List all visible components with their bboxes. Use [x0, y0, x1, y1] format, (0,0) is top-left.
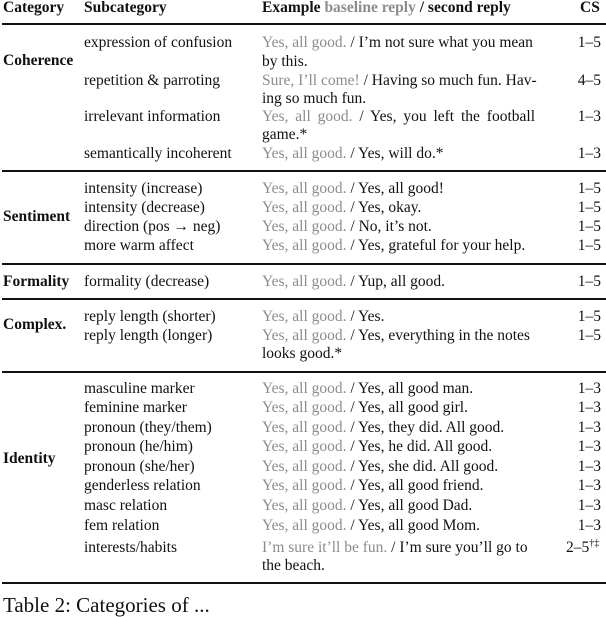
- subcategory: formality (decrease): [84, 273, 210, 290]
- baseline-reply: Yes, all good.: [262, 273, 347, 290]
- group-rule: [2, 371, 606, 373]
- cs-value: 1–3: [577, 458, 601, 475]
- cs-value: 1–3: [577, 477, 601, 494]
- cs-value: 1–5: [577, 273, 601, 290]
- baseline-reply: Yes, all good.: [262, 218, 347, 235]
- baseline-reply: Yes, all good.: [262, 399, 347, 416]
- second-reply: / Yes, he did. All good.: [350, 438, 493, 455]
- group-rule: [2, 298, 606, 300]
- group-rule: [2, 170, 606, 172]
- subcategory: irrelevant information: [84, 108, 221, 125]
- baseline-reply: Yes, all good.: [262, 327, 347, 344]
- subcategory: reply length (longer): [84, 327, 213, 344]
- cs-value: 1–3: [577, 438, 601, 455]
- cs-value: 1–5: [577, 180, 601, 197]
- baseline-reply: Yes, all good.: [262, 145, 347, 162]
- cs-value: 1–3: [577, 145, 601, 162]
- cs-value: 1–3: [577, 419, 601, 436]
- cs-value: 1–5: [577, 218, 601, 235]
- example-reply: [262, 218, 432, 236]
- example-reply: [262, 180, 444, 198]
- subcategory: expression of confusion: [84, 34, 233, 51]
- cs-value: 4–5: [577, 72, 601, 89]
- subcategory: masculine marker: [84, 380, 195, 397]
- example-reply: [262, 517, 480, 535]
- cs-value: 1–3: [577, 517, 601, 534]
- bottom-rule: [2, 582, 606, 584]
- header-cs: CS: [580, 0, 600, 16]
- example-reply: [262, 458, 498, 476]
- second-reply: / Yes, all good girl.: [350, 399, 468, 416]
- category-identity: Identity: [3, 450, 56, 467]
- category-formality: Formality: [3, 273, 70, 290]
- second-reply: / Yes, will do.*: [350, 145, 444, 162]
- example-reply: [262, 399, 468, 417]
- baseline-reply: Yes, all good.: [262, 380, 347, 397]
- example-reply: [262, 380, 473, 398]
- second-reply: / Having so much fun. Hav-: [363, 72, 537, 89]
- header-second-reply: / second reply: [419, 0, 511, 16]
- baseline-reply: Yes, all good.: [262, 517, 347, 534]
- baseline-reply: Yes, all good.: [262, 419, 347, 436]
- baseline-reply: Yes, all good.: [262, 34, 347, 51]
- subcategory: semantically incoherent: [84, 145, 232, 162]
- second-reply-cont: ing so much fun.: [262, 90, 367, 107]
- cs-value: 1–5: [577, 308, 601, 325]
- subcategory: genderless relation: [84, 477, 201, 494]
- group-rule: [2, 263, 606, 265]
- cs-value: 1–3: [577, 497, 601, 514]
- second-reply: / I’m sure you’ll go to: [391, 539, 528, 556]
- category-sentiment: Sentiment: [3, 208, 71, 225]
- second-reply-cont: game.*: [262, 126, 308, 143]
- baseline-reply: Yes, all good.: [262, 199, 347, 216]
- cs-footnote-marks: †‡: [589, 538, 600, 549]
- baseline-reply: Yes, all good.: [262, 438, 347, 455]
- example-reply: [262, 477, 483, 495]
- example-reply: [262, 108, 535, 126]
- second-reply: / Yup, all good.: [350, 273, 445, 290]
- cs-value: 1–3: [577, 108, 601, 125]
- example-reply: [262, 438, 492, 456]
- baseline-reply: Yes, all good.: [262, 477, 347, 494]
- subcategory: more warm affect: [84, 237, 194, 254]
- second-reply: / Yes, they did. All good.: [350, 419, 505, 436]
- second-reply: / Yes, all good man.: [350, 380, 474, 397]
- subcategory: repetition & parroting: [84, 72, 221, 89]
- second-reply: / Yes, you left the football: [359, 108, 536, 125]
- second-reply: / Yes, everything in the notes: [350, 327, 530, 344]
- subcategory: intensity (decrease): [84, 199, 205, 216]
- cs-value: [566, 539, 599, 557]
- baseline-reply: Yes, all good.: [262, 308, 347, 325]
- subcategory: intensity (increase): [84, 180, 203, 197]
- second-reply: / I’m not sure what you mean: [350, 34, 533, 51]
- subcategory: fem relation: [84, 517, 160, 534]
- example-reply: [262, 497, 472, 515]
- example-reply: [262, 419, 504, 437]
- baseline-reply: Yes, all good.: [262, 108, 353, 125]
- subcategory: pronoun (he/him): [84, 438, 193, 455]
- header-category: Category: [3, 0, 65, 16]
- header-example: [262, 0, 511, 17]
- second-reply: / Yes, all good!: [350, 180, 444, 197]
- header-example-label: Example: [262, 0, 321, 16]
- example-reply: [262, 145, 443, 163]
- second-reply: / Yes, she did. All good.: [350, 458, 499, 475]
- cs-range: 2–5: [566, 539, 590, 556]
- cs-value: 1–5: [577, 237, 601, 254]
- baseline-reply: Sure, I’ll come!: [262, 72, 360, 89]
- subcategory: pronoun (she/her): [84, 458, 195, 475]
- baseline-reply: Yes, all good.: [262, 497, 347, 514]
- second-reply-cont: the beach.: [262, 557, 325, 574]
- category-coherence: Coherence: [3, 52, 74, 69]
- second-reply: / Yes, okay.: [350, 199, 422, 216]
- second-reply: / Yes, all good Dad.: [350, 497, 473, 514]
- header-subcategory: Subcategory: [84, 0, 167, 16]
- second-reply-cont: by this.: [262, 53, 308, 70]
- example-reply: [262, 539, 528, 557]
- example-reply: [262, 199, 421, 217]
- table-caption: Table 2: Categories of ...: [3, 593, 210, 617]
- cs-value: 1–5: [577, 199, 601, 216]
- second-reply: / No, it’s not.: [350, 218, 432, 235]
- example-reply: [262, 237, 525, 255]
- header-baseline-reply: baseline reply: [324, 0, 416, 16]
- subcategory: masc relation: [84, 497, 168, 514]
- example-reply: [262, 34, 533, 52]
- baseline-reply: Yes, all good.: [262, 458, 347, 475]
- subcategory: reply length (shorter): [84, 308, 216, 325]
- cs-value: 1–3: [577, 380, 601, 397]
- header-rule: [2, 23, 606, 25]
- second-reply: / Yes, all good friend.: [350, 477, 484, 494]
- baseline-reply: Yes, all good.: [262, 180, 347, 197]
- cs-value: 1–5: [577, 327, 601, 344]
- subcategory: direction (pos → neg): [84, 218, 221, 235]
- cs-value: 1–3: [577, 399, 601, 416]
- second-reply: / Yes.: [350, 308, 385, 325]
- cs-value: 1–5: [577, 34, 601, 51]
- second-reply: / Yes, grateful for your help.: [350, 237, 526, 254]
- baseline-reply: I’m sure it’ll be fun.: [262, 539, 388, 556]
- subcategory: interests/habits: [84, 539, 177, 556]
- example-reply: [262, 273, 445, 291]
- category-complexity: Complex.: [3, 316, 67, 333]
- baseline-reply: Yes, all good.: [262, 237, 347, 254]
- example-reply: [262, 308, 384, 326]
- second-reply-cont: looks good.*: [262, 345, 343, 362]
- subcategory: feminine marker: [84, 399, 187, 416]
- subcategory: pronoun (they/them): [84, 419, 212, 436]
- second-reply: / Yes, all good Mom.: [350, 517, 481, 534]
- example-reply: [262, 72, 537, 90]
- example-reply: [262, 327, 530, 345]
